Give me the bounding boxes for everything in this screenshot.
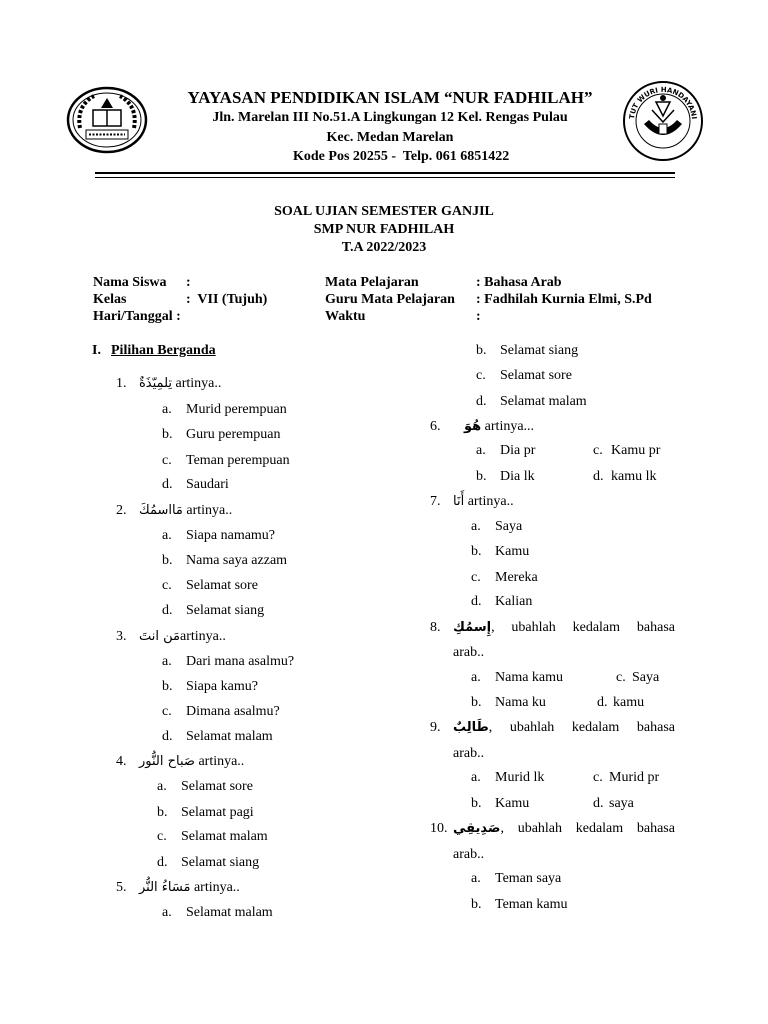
option-letter: a. [471,519,481,534]
nama-label: Nama Siswa [93,275,167,290]
question-9: طَالِبٌ, ubahlah kedalam bahasa [453,720,675,735]
option-letter: a. [471,871,481,886]
mapel-value: : Bahasa Arab [476,275,562,290]
option-text: Dia pr [500,443,536,458]
option-letter: a. [157,779,167,794]
option-text: Teman kamu [495,897,568,912]
option-letter: b. [471,897,482,912]
option-letter: b. [471,796,482,811]
option-text: Dia lk [500,469,535,484]
question-number: 6. [430,419,441,434]
option-letter: c. [162,578,172,593]
option-letter: b. [476,343,487,358]
option-letter: d. [162,477,173,492]
section-number: I. [92,343,101,358]
question-number: 3. [116,629,127,644]
option-text: Dari mana asalmu? [186,654,295,669]
question-1: تِلمِيّذَةٌ artinya.. [139,376,222,391]
question-4: صَباح النُّور artinya.. [139,754,245,769]
arabic-word: مَااسمُكَ [139,503,183,518]
option-text: kamu lk [611,469,657,484]
hari-label: Hari/Tanggal : [93,309,181,324]
option-text: kamu [613,695,645,710]
option-letter: d. [593,796,604,811]
option-text: Nama ku [495,695,546,710]
option-text: Selamat sore [186,578,258,593]
option-letter: a. [162,905,172,920]
option-letter: c. [162,704,172,719]
question-10: صَدِيقِي, ubahlah kedalam bahasa [453,821,675,836]
option-text: Siapa kamu? [186,679,258,694]
header-rule-thick [95,172,675,174]
question-6: هُوَ artinya... [464,419,535,434]
question-2: مَااسمُكَ artinya.. [139,503,233,518]
question-continuation: arab.. [453,847,485,862]
option-letter: b. [471,695,482,710]
question-number: 5. [116,880,127,895]
option-text: Siapa namamu? [186,528,276,543]
section-title: Pilihan Berganda [111,343,216,358]
question-number: 9. [430,720,441,735]
kelas-label: Kelas [93,292,127,307]
question-continuation: arab.. [453,746,485,761]
option-letter: b. [162,553,173,568]
option-letter: d. [471,594,482,609]
arabic-word: طَالِبٌ [453,720,489,735]
mapel-label: Mata Pelajaran [325,275,419,290]
option-letter: c. [593,443,603,458]
address-line-3: Kode Pos 20255 - Telp. 061 6851422 [293,149,510,164]
option-letter: a. [471,770,481,785]
option-text: Murid pr [609,770,660,785]
option-text: Kamu [495,544,530,559]
option-text: Selamat sore [500,368,572,383]
question-number: 4. [116,754,127,769]
header-rule-thin [95,177,675,178]
option-text: Teman perempuan [186,453,290,468]
waktu-label: Waktu [325,309,366,324]
question-number: 7. [430,494,441,509]
school-logo [66,86,148,154]
option-text: Selamat sore [181,779,253,794]
option-letter: d. [476,394,487,409]
option-letter: a. [162,402,172,417]
option-letter: d. [593,469,604,484]
question-7: أَنَا artinya.. [453,494,514,509]
option-text: Selamat pagi [181,805,254,820]
academic-year: T.A 2022/2023 [341,240,427,255]
arabic-word: مَسَاءُ النُّر [139,880,191,895]
option-letter: c. [162,453,172,468]
arabic-word: تِلمِيّذَةٌ [139,376,172,391]
arabic-word: إِسمُكِ [453,620,492,635]
kelas-value: : VII (Tujuh) [186,292,268,307]
option-letter: a. [162,654,172,669]
option-letter: b. [162,679,173,694]
option-text: Selamat siang [500,343,579,358]
option-text: Nama kamu [495,670,564,685]
option-text: Murid lk [495,770,545,785]
option-text: Kamu pr [611,443,661,458]
svg-text:TUT WURI HANDAYANI: TUT WURI HANDAYANI [628,85,698,120]
option-text: Selamat siang [186,603,265,618]
school-name: SMP NUR FADHILAH [313,222,455,237]
arabic-word: مَن انتَ [139,629,180,644]
option-text: Guru perempuan [186,427,281,442]
arabic-word: صَدِيقِي [453,821,501,836]
option-letter: a. [476,443,486,458]
option-text: Kamu [495,796,530,811]
option-letter: a. [162,528,172,543]
option-text: saya [609,796,634,811]
option-letter: b. [157,805,168,820]
exam-title: SOAL UJIAN SEMESTER GANJIL [274,204,494,219]
arabic-word: هُوَ [464,419,482,434]
option-text: Selamat siang [181,855,260,870]
option-text: Selamat malam [500,394,587,409]
option-text: Selamat malam [186,729,273,744]
foundation-name: YAYASAN PENDIDIKAN ISLAM “NUR FADHILAH” [187,88,593,107]
option-text: Dimana asalmu? [186,704,280,719]
option-letter: c. [157,829,167,844]
question-continuation: arab.. [453,645,485,660]
question-5: مَسَاءُ النُّر artinya.. [139,880,240,895]
option-letter: a. [471,670,481,685]
option-letter: c. [616,670,626,685]
question-3: مَن انتَartinya.. [139,629,226,644]
option-letter: b. [162,427,173,442]
question-number: 1. [116,376,127,391]
option-letter: c. [476,368,486,383]
option-text: Saudari [186,477,229,492]
question-number: 8. [430,620,441,635]
waktu-value: : [476,309,481,324]
question-number: 10. [430,821,448,836]
question-number: 2. [116,503,127,518]
nama-value: : [186,275,191,290]
option-letter: c. [593,770,603,785]
guru-value: : Fadhilah Kurnia Elmi, S.Pd [476,292,652,307]
option-letter: c. [471,570,481,585]
option-text: Mereka [495,570,538,585]
option-letter: d. [597,695,608,710]
option-letter: d. [162,603,173,618]
option-letter: d. [157,855,168,870]
option-text: Murid perempuan [186,402,287,417]
option-text: Teman saya [495,871,562,886]
option-text: Saya [632,670,660,685]
address-line-2: Kec. Medan Marelan [326,130,454,145]
address-line-1: Jln. Marelan III No.51.A Lingkungan 12 Kel. Rengas Pulau [212,110,568,125]
arabic-word: صَباح النُّور [139,754,195,769]
option-letter: b. [476,469,487,484]
arabic-word: أَنَا [453,494,465,509]
question-8: إِسمُكِ, ubahlah kedalam bahasa [453,620,675,635]
option-text: Saya [495,519,523,534]
option-text: Nama saya azzam [186,553,288,568]
option-text: Selamat malam [181,829,268,844]
guru-label: Guru Mata Pelajaran [325,292,455,307]
option-text: Kalian [495,594,533,609]
option-letter: b. [471,544,482,559]
option-letter: d. [162,729,173,744]
option-text: Selamat malam [186,905,273,920]
